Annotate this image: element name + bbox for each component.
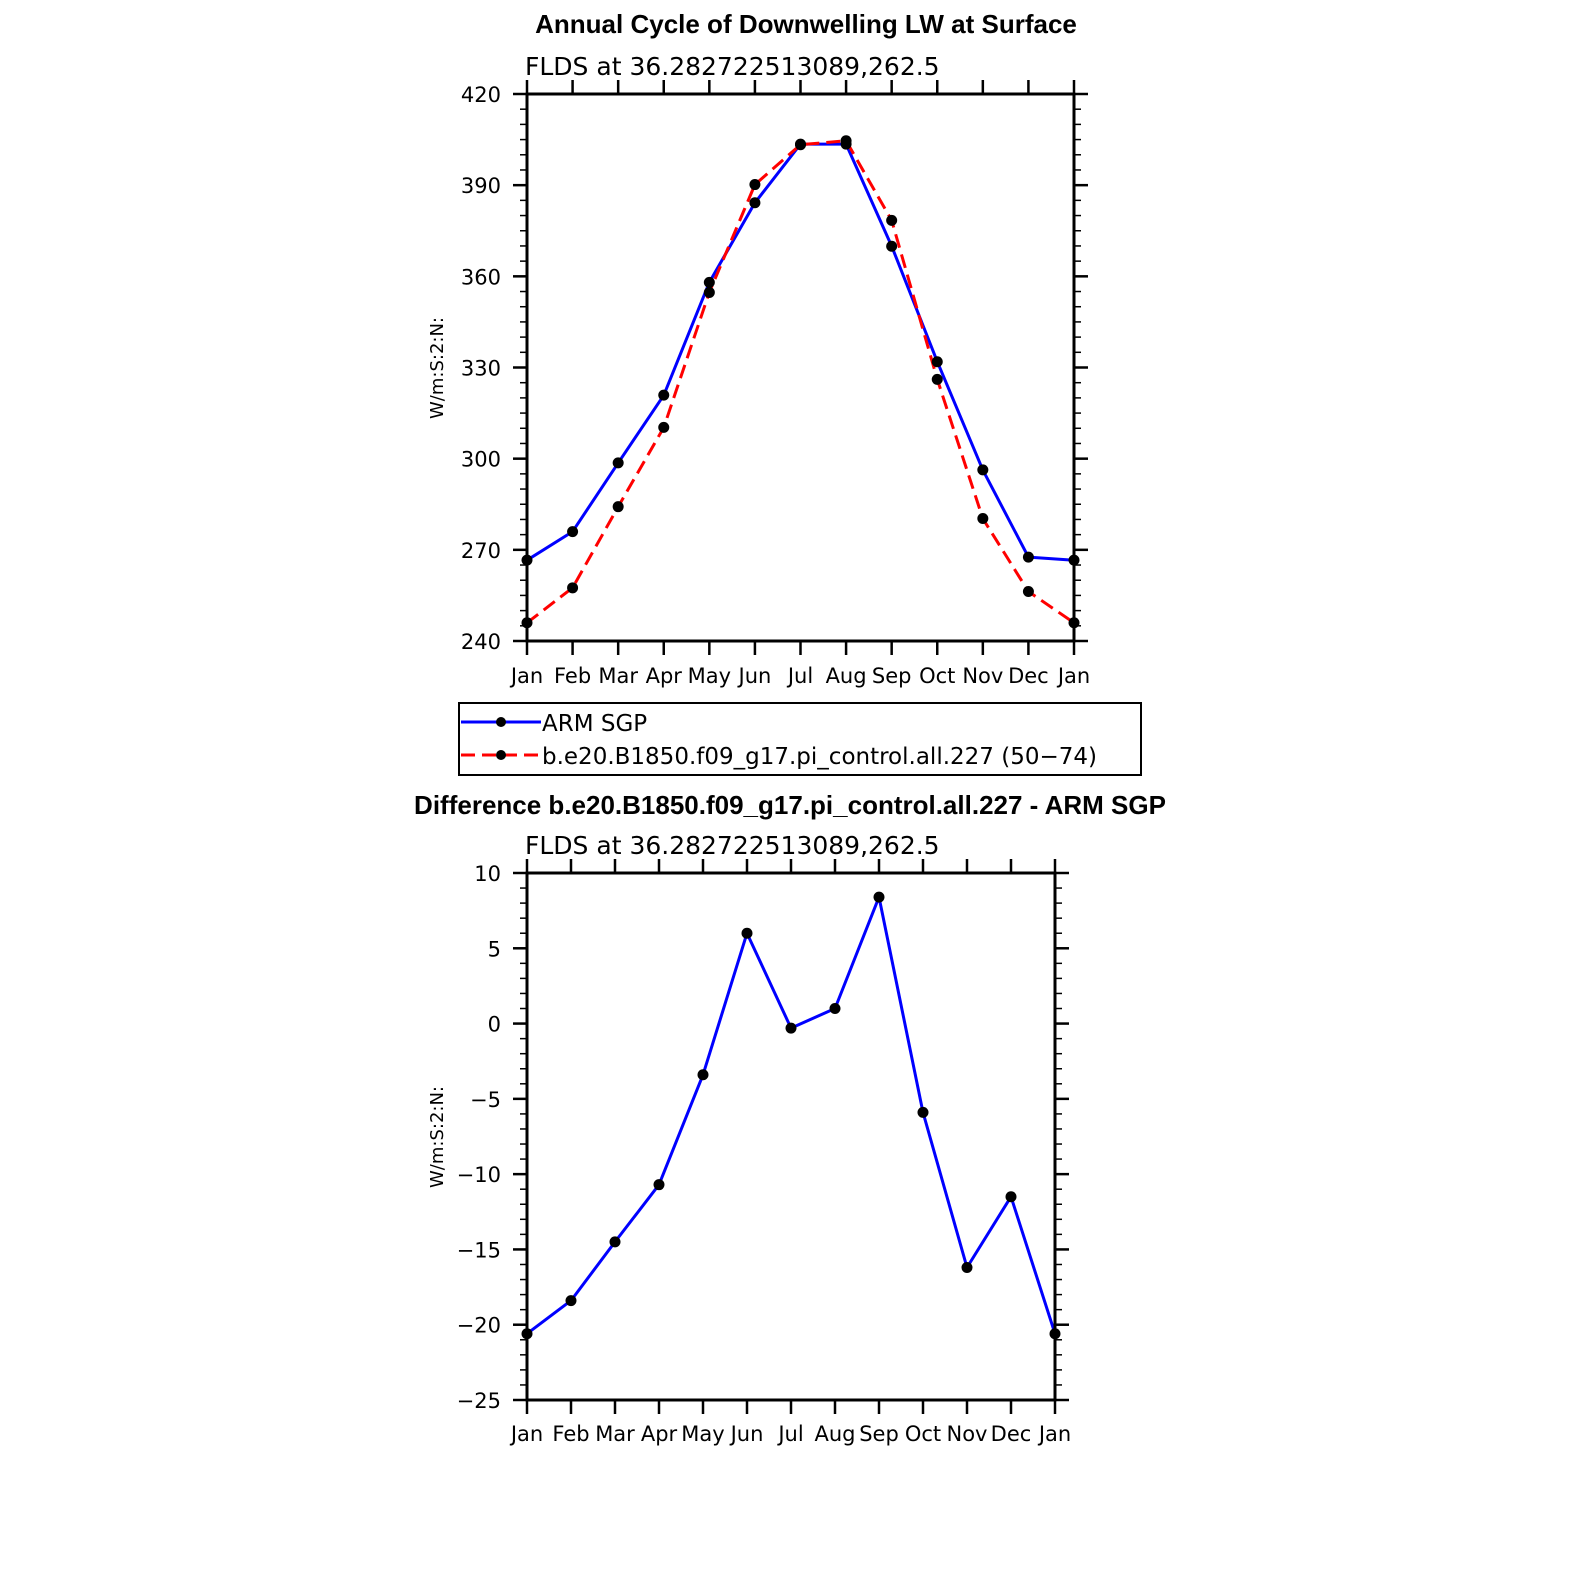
y-tick-label: 270: [460, 538, 501, 563]
data-point: [1023, 586, 1034, 597]
series-line: [527, 144, 1074, 560]
legend: [459, 703, 1141, 775]
data-point: [610, 1236, 621, 1247]
y-tick-label: 0: [487, 1012, 501, 1037]
x-tick-label: Aug: [814, 1422, 856, 1446]
chart-title: Difference b.e20.B1850.f09_g17.pi_control.all.227 - ARM SGP: [414, 790, 1166, 820]
chart-title: Annual Cycle of Downwelling LW at Surface: [535, 9, 1077, 39]
plot-series: [522, 135, 1080, 628]
data-point: [704, 287, 715, 298]
data-point: [918, 1107, 929, 1118]
y-tick-label: 240: [460, 630, 501, 654]
data-point: [658, 390, 669, 401]
x-tick-label: Jul: [778, 1422, 804, 1446]
axis-ticks: [513, 80, 1088, 655]
data-point: [613, 501, 624, 512]
data-point: [932, 374, 943, 385]
data-point: [613, 457, 624, 468]
x-tick-label: Jan: [1057, 664, 1091, 688]
plot-series: [522, 892, 1061, 1340]
annual-cycle-panel: [427, 9, 1090, 688]
data-point: [698, 1069, 709, 1080]
y-axis-label: W/m:S:2:N:: [427, 317, 448, 419]
y-tick-label: 390: [460, 174, 501, 199]
y-axis-label: W/m:S:2:N:: [427, 1086, 448, 1188]
y-tick-label: −20: [456, 1313, 501, 1338]
x-tick-label: Dec: [1008, 664, 1049, 688]
x-tick-label: Sep: [859, 1422, 899, 1446]
data-point: [886, 215, 897, 226]
data-point: [654, 1179, 665, 1190]
x-tick-label: Oct: [904, 1422, 942, 1446]
y-tick-labels: [461, 83, 501, 654]
data-point: [567, 582, 578, 593]
legend-label: b.e20.B1850.f09_g17.pi_control.all.227 (50−74): [542, 744, 1097, 770]
x-tick-label: Nov: [962, 664, 1004, 688]
plot-frame: [527, 94, 1074, 641]
y-tick-label: −10: [456, 1163, 501, 1188]
data-point: [749, 179, 760, 190]
x-tick-label: Jan: [510, 664, 544, 688]
x-tick-label: May: [681, 1422, 725, 1446]
y-tick-label: 10: [474, 862, 501, 886]
x-tick-label: Dec: [990, 1422, 1032, 1446]
data-point: [567, 526, 578, 537]
data-point: [830, 1003, 841, 1014]
y-tick-label: 360: [460, 265, 501, 290]
data-point: [1023, 552, 1034, 563]
x-tick-label: Sep: [871, 664, 912, 688]
x-tick-label: Feb: [552, 1422, 590, 1446]
data-point: [886, 241, 897, 252]
series-line: [527, 141, 1074, 623]
x-tick-labels: [509, 664, 1090, 688]
x-tick-label: Feb: [553, 664, 592, 688]
series-line: [527, 897, 1055, 1334]
data-point: [742, 928, 753, 939]
x-tick-label: Aug: [825, 664, 867, 688]
plot-frame: [527, 873, 1055, 1400]
data-point: [795, 139, 806, 150]
legend-swatch-marker: [496, 750, 506, 760]
data-point: [1006, 1191, 1017, 1202]
x-tick-label: Apr: [640, 1422, 678, 1446]
x-tick-label: Jan: [510, 1422, 544, 1446]
x-tick-label: Nov: [946, 1422, 988, 1446]
data-point: [977, 513, 988, 524]
x-tick-label: Jan: [1038, 1422, 1072, 1446]
x-tick-label: Mar: [598, 664, 638, 688]
y-tick-label: −5: [470, 1087, 501, 1112]
y-tick-label: −15: [456, 1238, 501, 1263]
x-tick-label: Jun: [738, 664, 772, 688]
legend-swatch-marker: [496, 717, 506, 727]
difference-panel: [414, 790, 1166, 1446]
data-point: [977, 464, 988, 475]
x-tick-label: Jul: [787, 664, 814, 688]
chart-subtitle: FLDS at 36.282722513089,262.5: [525, 52, 940, 81]
data-point: [841, 135, 852, 146]
y-tick-label: 300: [460, 447, 501, 472]
data-point: [704, 277, 715, 288]
chart-subtitle: FLDS at 36.282722513089,262.5: [525, 831, 940, 860]
legend-label: ARM SGP: [542, 711, 648, 737]
data-point: [566, 1295, 577, 1306]
x-tick-label: Apr: [645, 664, 682, 688]
data-point: [962, 1262, 973, 1273]
axis-ticks: [513, 859, 1069, 1414]
data-point: [786, 1023, 797, 1034]
x-tick-label: Oct: [919, 664, 956, 688]
x-tick-label: Mar: [595, 1422, 635, 1446]
y-tick-labels: [457, 862, 501, 1413]
x-tick-label: Jun: [730, 1422, 764, 1446]
legend-entry-model: [461, 744, 1097, 770]
y-tick-label: 330: [460, 356, 501, 381]
data-point: [874, 892, 885, 903]
data-point: [932, 356, 943, 367]
y-tick-label: 420: [460, 83, 501, 107]
y-tick-label: 5: [487, 937, 501, 962]
x-tick-label: May: [687, 664, 732, 688]
y-tick-label: −25: [456, 1389, 501, 1413]
x-tick-labels: [509, 1422, 1071, 1446]
data-point: [749, 197, 760, 208]
data-point: [658, 422, 669, 433]
